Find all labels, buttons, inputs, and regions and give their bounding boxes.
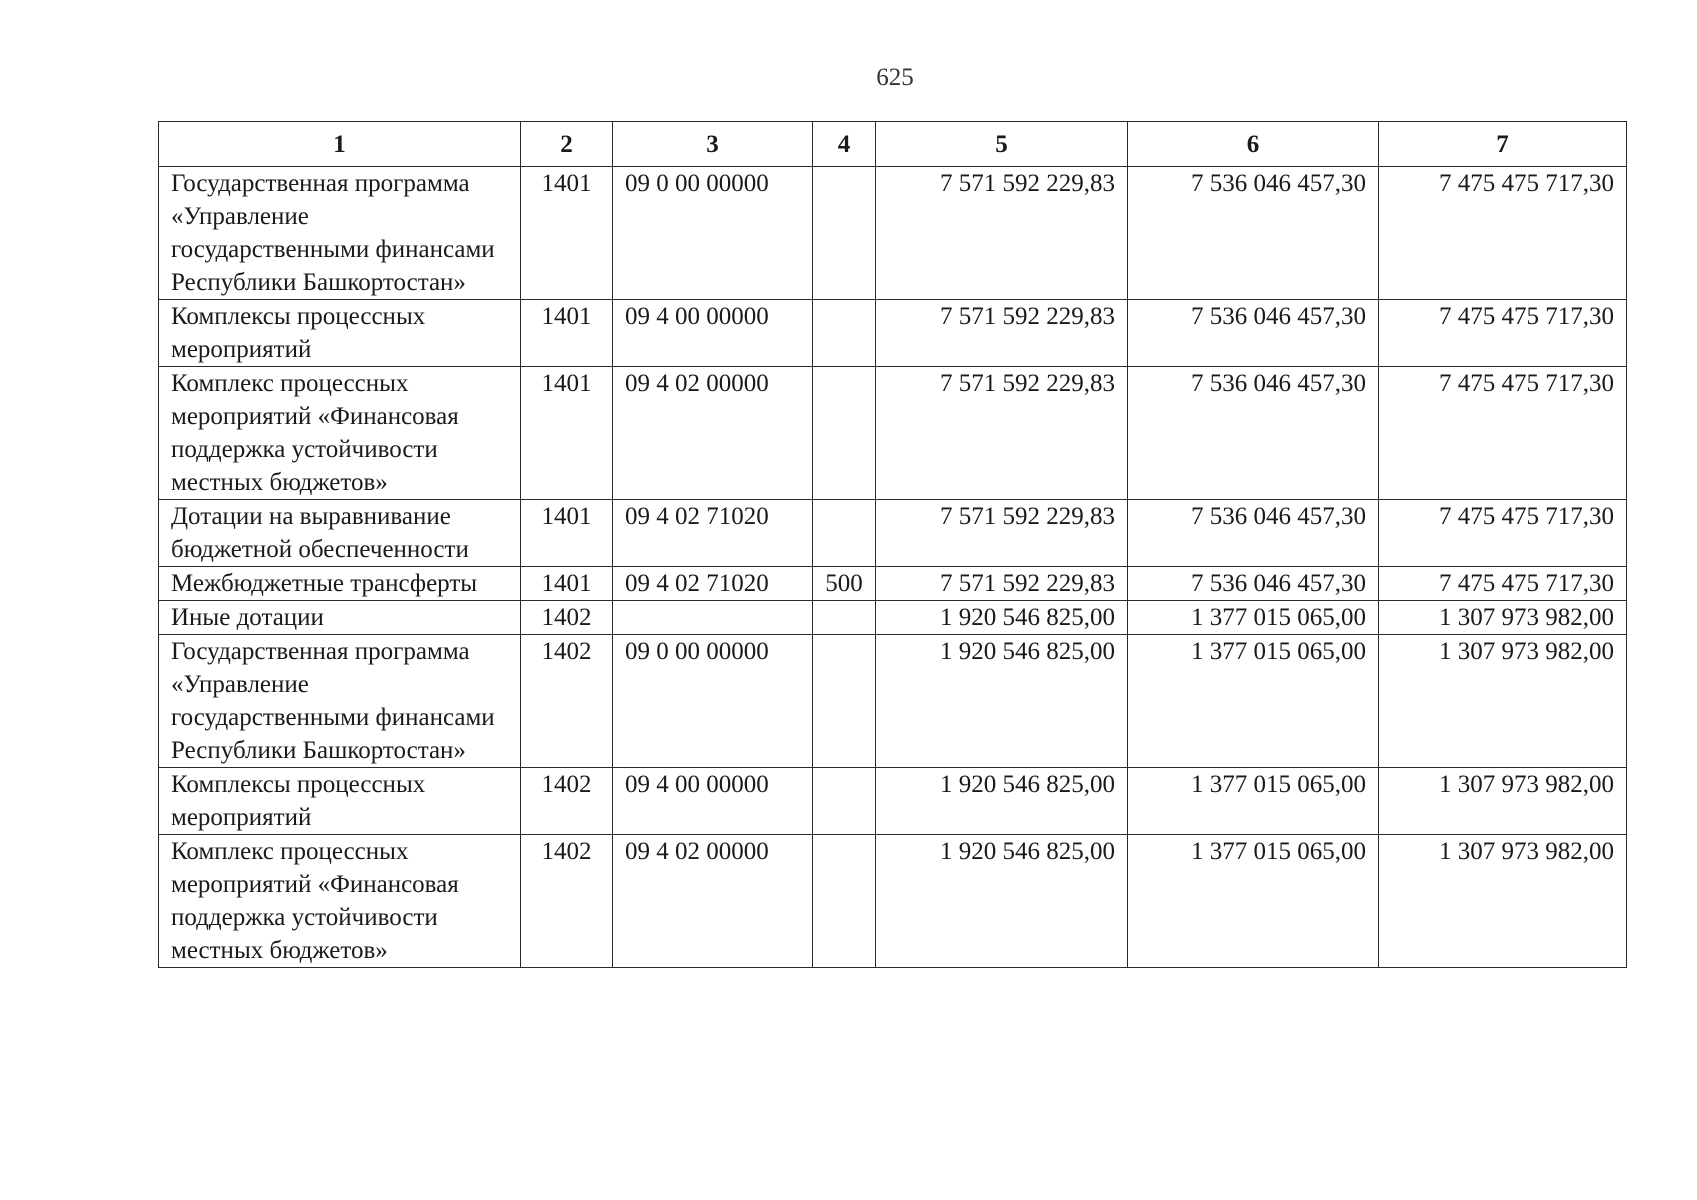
- table-row: [159, 500, 1627, 567]
- cell-value-col5: 7 571 592 229,83: [876, 167, 1128, 300]
- table-row: [159, 300, 1627, 367]
- cell-target: 09 4 02 71020: [613, 567, 813, 601]
- cell-value-col5: 1 920 546 825,00: [876, 835, 1128, 968]
- cell-section: 1401: [521, 167, 613, 300]
- cell-section: 1401: [521, 300, 613, 367]
- cell-type: 500: [813, 567, 876, 601]
- cell-value-col5: 1 920 546 825,00: [876, 635, 1128, 768]
- header-row: [159, 122, 1627, 167]
- cell-section: 1402: [521, 835, 613, 968]
- cell-value-col7: 7 475 475 717,30: [1379, 567, 1627, 601]
- cell-section: 1402: [521, 768, 613, 835]
- cell-type: [813, 500, 876, 567]
- cell-type: [813, 768, 876, 835]
- cell-name: Государственная программа «Управление государственными финансами Республики Башкортостан»: [159, 635, 521, 768]
- cell-value-col6: 1 377 015 065,00: [1128, 601, 1379, 635]
- cell-value-col6: 7 536 046 457,30: [1128, 300, 1379, 367]
- cell-target: 09 4 02 00000: [613, 367, 813, 500]
- table-body: [159, 167, 1627, 968]
- cell-target: 09 4 02 00000: [613, 835, 813, 968]
- cell-value-col6: 1 377 015 065,00: [1128, 768, 1379, 835]
- cell-name: Комплекс процессных мероприятий «Финансовая поддержка устойчивости местных бюджетов»: [159, 367, 521, 500]
- cell-target: 09 4 00 00000: [613, 300, 813, 367]
- cell-name: Иные дотации: [159, 601, 521, 635]
- cell-section: 1402: [521, 601, 613, 635]
- cell-value-col5: 1 920 546 825,00: [876, 601, 1128, 635]
- cell-name: Комплексы процессных мероприятий: [159, 768, 521, 835]
- cell-section: 1402: [521, 635, 613, 768]
- cell-value-col7: 7 475 475 717,30: [1379, 500, 1627, 567]
- cell-value-col7: 1 307 973 982,00: [1379, 601, 1627, 635]
- cell-type: [813, 300, 876, 367]
- cell-section: 1401: [521, 367, 613, 500]
- cell-value-col5: 1 920 546 825,00: [876, 768, 1128, 835]
- cell-value-col7: 1 307 973 982,00: [1379, 768, 1627, 835]
- table-row: [159, 567, 1627, 601]
- cell-name: Комплексы процессных мероприятий: [159, 300, 521, 367]
- cell-value-col7: 7 475 475 717,30: [1379, 367, 1627, 500]
- column-header: 2: [521, 122, 613, 167]
- cell-type: [813, 601, 876, 635]
- table-row: [159, 835, 1627, 968]
- table-header: [159, 122, 1627, 167]
- cell-name: Дотации на выравнивание бюджетной обеспеченности: [159, 500, 521, 567]
- cell-value-col7: 7 475 475 717,30: [1379, 167, 1627, 300]
- cell-value-col6: 7 536 046 457,30: [1128, 567, 1379, 601]
- column-header: 1: [159, 122, 521, 167]
- cell-section: 1401: [521, 567, 613, 601]
- cell-value-col5: 7 571 592 229,83: [876, 567, 1128, 601]
- cell-value-col7: 1 307 973 982,00: [1379, 835, 1627, 968]
- cell-value-col6: 1 377 015 065,00: [1128, 635, 1379, 768]
- column-header: 7: [1379, 122, 1627, 167]
- column-header: 6: [1128, 122, 1379, 167]
- cell-type: [813, 367, 876, 500]
- cell-target: 09 0 00 00000: [613, 167, 813, 300]
- cell-value-col6: 1 377 015 065,00: [1128, 835, 1379, 968]
- cell-type: [813, 635, 876, 768]
- table-row: [159, 601, 1627, 635]
- cell-name: Государственная программа «Управление государственными финансами Республики Башкортостан»: [159, 167, 521, 300]
- cell-value-col6: 7 536 046 457,30: [1128, 500, 1379, 567]
- cell-value-col5: 7 571 592 229,83: [876, 300, 1128, 367]
- cell-type: [813, 835, 876, 968]
- table-row: [159, 768, 1627, 835]
- column-header: 5: [876, 122, 1128, 167]
- cell-value-col5: 7 571 592 229,83: [876, 500, 1128, 567]
- cell-value-col7: 7 475 475 717,30: [1379, 300, 1627, 367]
- table-row: [159, 367, 1627, 500]
- cell-name: Межбюджетные трансферты: [159, 567, 521, 601]
- cell-target: 09 0 00 00000: [613, 635, 813, 768]
- cell-target: [613, 601, 813, 635]
- cell-value-col6: 7 536 046 457,30: [1128, 167, 1379, 300]
- budget-table: [158, 121, 1627, 968]
- page-number: 625: [876, 64, 914, 91]
- cell-target: 09 4 02 71020: [613, 500, 813, 567]
- table-row: [159, 167, 1627, 300]
- column-header: 3: [613, 122, 813, 167]
- cell-value-col7: 1 307 973 982,00: [1379, 635, 1627, 768]
- cell-name: Комплекс процессных мероприятий «Финансовая поддержка устойчивости местных бюджетов»: [159, 835, 521, 968]
- cell-value-col5: 7 571 592 229,83: [876, 367, 1128, 500]
- cell-target: 09 4 00 00000: [613, 768, 813, 835]
- cell-section: 1401: [521, 500, 613, 567]
- column-header: 4: [813, 122, 876, 167]
- cell-type: [813, 167, 876, 300]
- cell-value-col6: 7 536 046 457,30: [1128, 367, 1379, 500]
- table-row: [159, 635, 1627, 768]
